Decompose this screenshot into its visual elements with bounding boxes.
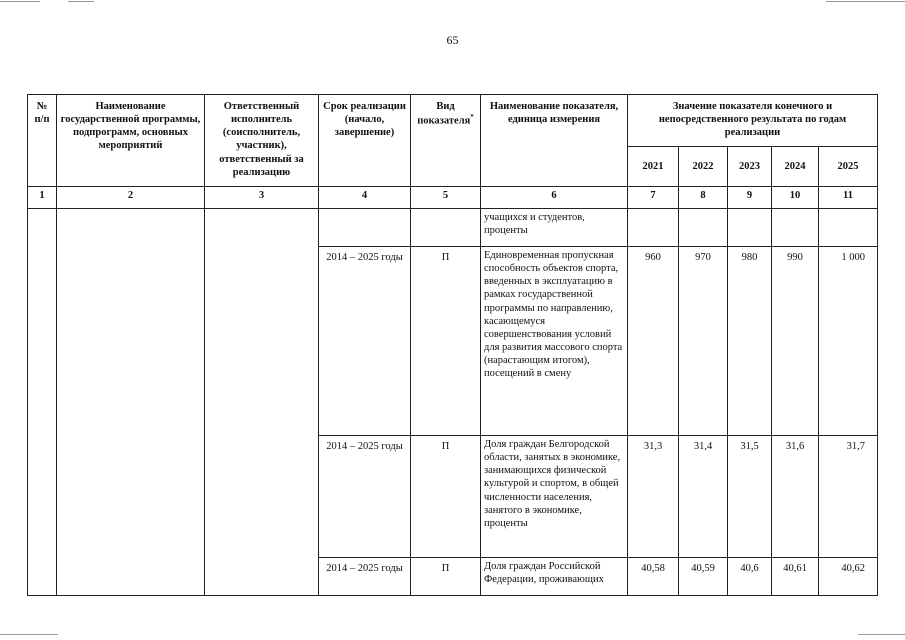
column-number: 4: [319, 187, 411, 209]
cell-value: [728, 209, 772, 247]
header-year: 2025: [819, 147, 878, 187]
cell-value: [679, 209, 728, 247]
column-number: 1: [28, 187, 57, 209]
cell-value: 40,61: [772, 558, 819, 596]
cell-value: [628, 209, 679, 247]
header-indicator-name: Наименование показателя, единица измерения: [481, 95, 628, 187]
cell-period: 2014 – 2025 годы: [319, 436, 411, 558]
header-year: 2022: [679, 147, 728, 187]
cell-indicator: Доля граждан Белгородской области, занятых в экономике, занимающихся физической культурой и спортом, в общей численности населения, занятого в экономике, проценты: [481, 436, 628, 558]
cell-program-name: [57, 209, 205, 596]
column-number: 9: [728, 187, 772, 209]
cell-period: [319, 209, 411, 247]
cell-value: 40,59: [679, 558, 728, 596]
column-number: 5: [411, 187, 481, 209]
cell-period: 2014 – 2025 годы: [319, 558, 411, 596]
header-program-name: Наименование государственной программы, подпрограмм, основных мероприятий: [57, 95, 205, 187]
header-period: Срок реализации (начало, завершение): [319, 95, 411, 187]
column-number: 8: [679, 187, 728, 209]
cell-value: 1 000: [819, 247, 878, 436]
scan-mark-top-left: [0, 1, 40, 2]
cell-value: 31,5: [728, 436, 772, 558]
cell-indicator: Единовременная пропускная способность объектов спорта, введенных в эксплуатацию в рамках государственной программы по направлению, касающемуся совершенствования условий для развития массового спорта (нарастающим итогом), посещений в смену: [481, 247, 628, 436]
cell-value: 31,6: [772, 436, 819, 558]
cell-value: 960: [628, 247, 679, 436]
column-number: 7: [628, 187, 679, 209]
column-number: 6: [481, 187, 628, 209]
header-footnote-mark: *: [470, 113, 474, 122]
cell-executor: [205, 209, 319, 596]
column-numbers-row: [28, 187, 878, 209]
header-year: 2021: [628, 147, 679, 187]
cell-value: 970: [679, 247, 728, 436]
cell-value: 31,4: [679, 436, 728, 558]
scan-mark-top-right: [826, 1, 905, 2]
column-number: 10: [772, 187, 819, 209]
cell-kind: П: [411, 247, 481, 436]
indicators-table: [27, 94, 878, 596]
header-indicator-kind: [411, 95, 481, 187]
cell-number: [28, 209, 57, 596]
cell-kind: П: [411, 436, 481, 558]
cell-value: 990: [772, 247, 819, 436]
column-number: 3: [205, 187, 319, 209]
cell-value: 31,3: [628, 436, 679, 558]
cell-value: [819, 209, 878, 247]
header-year: 2023: [728, 147, 772, 187]
cell-period: 2014 – 2025 годы: [319, 247, 411, 436]
cell-indicator: учащихся и студентов, проценты: [481, 209, 628, 247]
cell-value: 31,7: [819, 436, 878, 558]
header-values-group: Значение показателя конечного и непосредственного результата по годам реализации: [628, 95, 878, 147]
header-year: 2024: [772, 147, 819, 187]
cell-value: 40,58: [628, 558, 679, 596]
cell-value: [772, 209, 819, 247]
cell-kind: [411, 209, 481, 247]
scan-mark-bottom-right: [858, 634, 905, 635]
cell-kind: П: [411, 558, 481, 596]
scan-mark-bottom-left: [0, 634, 58, 635]
column-number: 2: [57, 187, 205, 209]
header-indicator-kind-label: Вид показателя: [417, 101, 471, 127]
column-number: 11: [819, 187, 878, 209]
header-row: [28, 95, 878, 147]
cell-value: 40,62: [819, 558, 878, 596]
cell-indicator: Доля граждан Российской Федерации, проживающих: [481, 558, 628, 596]
cell-value: 980: [728, 247, 772, 436]
cell-value: 40,6: [728, 558, 772, 596]
header-executor: Ответственный исполнитель (соисполнитель, участник), ответственный за реализацию: [205, 95, 319, 187]
scan-mark-top-left-2: [68, 1, 94, 2]
header-number: № п/п: [28, 95, 57, 187]
table-row: [28, 209, 878, 247]
page-number: 65: [446, 33, 459, 47]
